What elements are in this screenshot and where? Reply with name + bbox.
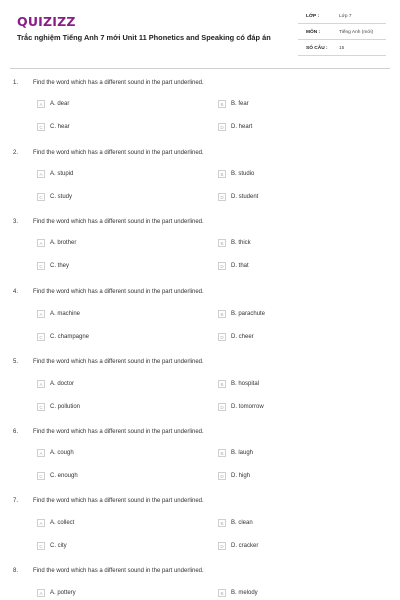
option-text: D. cheer: [231, 333, 254, 340]
option-letter-box: B: [218, 239, 226, 247]
question-number: 5.: [13, 359, 19, 365]
option-text: A. doctor: [50, 380, 75, 387]
meta-row-subject: [298, 27, 386, 40]
question-3: [0, 219, 400, 289]
option-text: C. city: [50, 542, 67, 549]
option-letter-box: D: [218, 262, 226, 270]
quizizz-logo: QUIZIZZ: [17, 14, 76, 29]
question-number: 4.: [13, 289, 19, 295]
option-letter-box: D: [218, 472, 226, 480]
option-letter-box: D: [218, 403, 226, 411]
option-text: D. cracker: [231, 542, 259, 549]
option-letter-box: B: [218, 170, 226, 178]
option-letter-box: D: [218, 542, 226, 550]
option-letter-box: A: [37, 519, 45, 527]
meta-label: LỚP :: [306, 14, 320, 19]
option-text: A. stupid: [50, 170, 74, 177]
worksheet-title: Trắc nghiệm Tiếng Anh 7 mới Unit 11 Phonetics and Speaking có đáp án: [17, 33, 271, 42]
option-letter-box: D: [218, 123, 226, 131]
meta-value: Lớp 7: [339, 14, 352, 19]
question-prompt: Find the word which has a different sound in the part underlined.: [33, 498, 204, 504]
option-letter-box: B: [218, 589, 226, 597]
question-7: [0, 498, 400, 568]
worksheet-meta: [298, 11, 386, 61]
option-text: B. parachute: [231, 310, 266, 317]
option-letter-box: C: [37, 193, 45, 201]
question-prompt: Find the word which has a different sound in the part underlined.: [33, 429, 204, 435]
option-text: A. cough: [50, 449, 74, 456]
option-text: B. fear: [231, 100, 249, 107]
question-2: [0, 150, 400, 220]
option-text: B. clean: [231, 519, 253, 526]
option-text: D. heart: [231, 123, 253, 130]
option-letter-box: B: [218, 310, 226, 318]
question-prompt: Find the word which has a different sound in the part underlined.: [33, 150, 204, 156]
option-letter-box: B: [218, 100, 226, 108]
option-text: D. tomorrow: [231, 403, 264, 410]
question-prompt: Find the word which has a different sound in the part underlined.: [33, 568, 204, 574]
option-text: A. machine: [50, 310, 81, 317]
option-text: C. champagne: [50, 333, 90, 340]
meta-label: MÔN :: [306, 30, 321, 35]
question-prompt: Find the word which has a different sound in the part underlined.: [33, 219, 204, 225]
question-number: 6.: [13, 429, 19, 435]
option-text: C. hear: [50, 123, 70, 130]
question-prompt: Find the word which has a different sound in the part underlined.: [33, 359, 204, 365]
option-text: A. brother: [50, 239, 77, 246]
option-letter-box: A: [37, 310, 45, 318]
option-letter-box: D: [218, 333, 226, 341]
meta-label: SỐ CÂU :: [306, 46, 328, 51]
question-prompt: Find the word which has a different sound in the part underlined.: [33, 289, 204, 295]
option-letter-box: D: [218, 193, 226, 201]
meta-row-class: [298, 11, 386, 24]
option-letter-box: A: [37, 589, 45, 597]
question-5: [0, 359, 400, 429]
question-number: 2.: [13, 150, 19, 156]
option-text: B. thick: [231, 239, 251, 246]
meta-value: Tiếng Anh (mới): [339, 30, 374, 35]
worksheet-header: [0, 0, 400, 72]
option-text: D. high: [231, 472, 251, 479]
question-8: [0, 568, 400, 600]
option-letter-box: A: [37, 170, 45, 178]
question-number: 1.: [13, 80, 19, 86]
option-letter-box: A: [37, 449, 45, 457]
option-text: D. that: [231, 262, 249, 269]
option-letter-box: B: [218, 380, 226, 388]
meta-row-count: [298, 43, 386, 56]
option-text: B. studio: [231, 170, 255, 177]
option-letter-box: C: [37, 262, 45, 270]
option-text: B. laugh: [231, 449, 254, 456]
option-text: C. study: [50, 193, 73, 200]
question-6: [0, 429, 400, 499]
option-text: C. enough: [50, 472, 78, 479]
option-letter-box: C: [37, 542, 45, 550]
header-divider: [10, 68, 390, 69]
option-text: B. hospital: [231, 380, 260, 387]
option-letter-box: A: [37, 239, 45, 247]
option-letter-box: B: [218, 519, 226, 527]
option-letter-box: C: [37, 472, 45, 480]
option-letter-box: B: [218, 449, 226, 457]
option-letter-box: C: [37, 123, 45, 131]
option-letter-box: C: [37, 403, 45, 411]
question-number: 8.: [13, 568, 19, 574]
question-1: [0, 80, 400, 150]
question-number: 7.: [13, 498, 19, 504]
option-text: C. they: [50, 262, 70, 269]
question-prompt: Find the word which has a different sound in the part underlined.: [33, 80, 204, 86]
option-text: B. melody: [231, 589, 258, 596]
option-text: D. student: [231, 193, 259, 200]
option-text: A. collect: [50, 519, 75, 526]
option-letter-box: C: [37, 333, 45, 341]
question-4: [0, 289, 400, 359]
option-text: C. pollution: [50, 403, 81, 410]
question-number: 3.: [13, 219, 19, 225]
option-text: A. pottery: [50, 589, 76, 596]
meta-value: 15: [339, 46, 345, 51]
option-text: A. dear: [50, 100, 70, 107]
option-letter-box: A: [37, 100, 45, 108]
option-letter-box: A: [37, 380, 45, 388]
